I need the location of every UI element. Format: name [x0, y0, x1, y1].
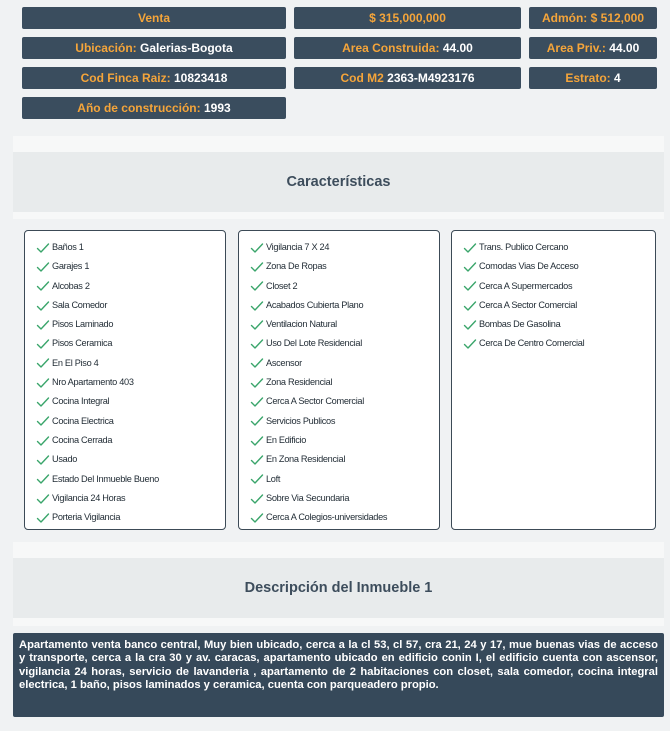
section-divider	[13, 542, 664, 558]
checkmark-icon	[36, 260, 50, 274]
characteristic-item	[250, 508, 439, 527]
stratum-value: 4	[614, 71, 621, 85]
characteristic-label: Nro Apartamento 403	[52, 377, 134, 388]
characteristic-label: Loft	[266, 473, 281, 484]
characteristic-item	[36, 296, 225, 315]
admin-pill	[529, 7, 657, 29]
characteristic-item	[463, 334, 655, 353]
characteristics-column-1	[24, 230, 226, 530]
private-area-pill	[529, 37, 657, 59]
characteristic-label: Cerca A Sector Comercial	[266, 396, 364, 407]
characteristic-label: En Zona Residencial	[266, 454, 346, 465]
checkmark-icon	[463, 299, 477, 313]
characteristic-item	[36, 508, 225, 527]
checkmark-icon	[250, 472, 264, 486]
characteristic-item	[36, 431, 225, 450]
checkmark-icon	[36, 492, 50, 506]
checkmark-icon	[250, 241, 264, 255]
characteristic-label: Servicios Publicos	[266, 415, 336, 426]
characteristic-item	[36, 412, 225, 431]
characteristic-label: Cocina Electrica	[52, 415, 114, 426]
characteristic-label: Acabados Cubierta Plano	[266, 299, 364, 310]
characteristic-label: Alcobas 2	[52, 280, 90, 291]
location-pill	[22, 37, 286, 59]
checkmark-icon	[463, 260, 477, 274]
section-divider	[13, 212, 664, 219]
checkmark-icon	[250, 434, 264, 448]
checkmark-icon	[36, 279, 50, 293]
year-pill	[22, 97, 286, 119]
checkmark-icon	[250, 299, 264, 313]
characteristic-label: Zona De Ropas	[266, 261, 327, 272]
characteristic-label: Ascensor	[266, 357, 302, 368]
characteristic-label: Garajes 1	[52, 261, 90, 272]
characteristic-label: Baños 1	[52, 242, 84, 252]
built-area-pill	[294, 37, 521, 59]
characteristic-item	[463, 277, 655, 296]
checkmark-icon	[250, 337, 264, 351]
characteristic-item	[250, 354, 439, 373]
checkmark-icon	[463, 318, 477, 332]
characteristic-item	[250, 470, 439, 489]
description-text: Apartamento venta banco central, Muy bien ubicado, cerca a la cl 53, cl 57, cra 21, 24 y 17, mue buenas vias de acceso y transporte, cerca a la cra 30 y av. caracas, apartamento ubicado en edificio conin I, el edificio cuenta con ascensor, vigilancia 24 horas, servicio de lavanderia , apartamento de 2 habitaciones con closet, sala comedor, cocina integral electrica, 1 baño, pisos laminados y ceramica, cuenta con parqueadero propio.	[13, 633, 664, 717]
characteristic-item	[250, 431, 439, 450]
characteristic-item	[250, 392, 439, 411]
characteristic-item	[250, 238, 439, 257]
characteristic-label: Trans. Publico Cercano	[479, 242, 569, 252]
characteristic-label: Estado Del Inmueble Bueno	[52, 473, 159, 484]
characteristic-label: Closet 2	[266, 280, 298, 291]
checkmark-icon	[250, 260, 264, 274]
checkmark-icon	[250, 279, 264, 293]
checkmark-icon	[36, 356, 50, 370]
characteristic-item	[250, 277, 439, 296]
description-header	[13, 558, 664, 618]
characteristic-item	[36, 450, 225, 469]
characteristic-label: Uso Del Lote Residencial	[266, 338, 362, 349]
code-m2-label: Cod M2	[340, 71, 384, 85]
characteristic-label: Cerca A Supermercados	[479, 280, 573, 291]
checkmark-icon	[36, 299, 50, 313]
characteristic-item	[36, 277, 225, 296]
characteristic-item	[36, 392, 225, 411]
characteristics-column-2	[238, 230, 440, 530]
price-value: $ 315,000,000	[369, 11, 446, 25]
checkmark-icon	[250, 414, 264, 428]
characteristic-item	[250, 334, 439, 353]
characteristic-label: Vigilancia 7 X 24	[266, 242, 330, 252]
characteristics-column-3	[451, 230, 656, 530]
checkmark-icon	[250, 453, 264, 467]
built-area-value: 44.00	[442, 41, 473, 55]
checkmark-icon	[36, 414, 50, 428]
checkmark-icon	[250, 395, 264, 409]
code-pill	[22, 67, 286, 89]
characteristic-label: Vigilancia 24 Horas	[52, 492, 126, 503]
characteristic-item	[250, 373, 439, 392]
characteristic-item	[36, 373, 225, 392]
characteristic-item	[463, 315, 655, 334]
characteristic-label: Zona Residencial	[266, 377, 333, 388]
characteristic-item	[36, 238, 225, 257]
checkmark-icon	[250, 356, 264, 370]
year-value: 1993	[203, 101, 231, 115]
operation-pill	[22, 7, 286, 29]
checkmark-icon	[36, 318, 50, 332]
checkmark-icon	[36, 395, 50, 409]
stratum-pill	[529, 67, 657, 89]
characteristic-item	[463, 296, 655, 315]
stratum-label: Estrato:	[565, 71, 611, 85]
description-title: Descripción del Inmueble 1	[244, 580, 433, 596]
checkmark-icon	[36, 241, 50, 255]
characteristic-item	[250, 450, 439, 469]
checkmark-icon	[36, 453, 50, 467]
characteristic-item	[36, 470, 225, 489]
characteristics-header	[13, 152, 664, 212]
checkmark-icon	[250, 511, 264, 525]
checkmark-icon	[36, 337, 50, 351]
characteristic-label: Porteria Vigilancia	[52, 512, 121, 523]
checkmark-icon	[36, 472, 50, 486]
characteristic-label: Sala Comedor	[52, 299, 108, 310]
checkmark-icon	[463, 279, 477, 293]
location-value: Galerias-Bogota	[139, 41, 233, 55]
characteristic-item	[36, 334, 225, 353]
characteristic-item	[463, 238, 655, 257]
private-area-value: 44.00	[609, 41, 640, 55]
checkmark-icon	[36, 434, 50, 448]
private-area-label: Area Priv.:	[546, 41, 606, 55]
characteristic-item	[250, 412, 439, 431]
characteristic-label: Cocina Cerrada	[52, 434, 113, 445]
code-m2-pill	[294, 67, 521, 89]
code-m2-value: 2363-M4923176	[387, 71, 475, 85]
characteristic-label: En El Piso 4	[52, 357, 99, 368]
checkmark-icon	[250, 376, 264, 390]
characteristic-item	[250, 489, 439, 508]
characteristic-label: Sobre Via Secundaria	[266, 492, 350, 503]
operation-label: Venta	[137, 11, 170, 25]
characteristic-item	[36, 315, 225, 334]
admin-label: Admón:	[541, 11, 588, 25]
built-area-label: Area Construida:	[342, 41, 440, 55]
section-divider	[13, 136, 664, 152]
section-divider	[13, 618, 664, 626]
admin-value: $ 512,000	[590, 11, 645, 25]
characteristics-title: Características	[286, 174, 391, 190]
characteristic-item	[463, 257, 655, 276]
characteristic-label: Cocina Integral	[52, 396, 110, 407]
characteristic-label: Comodas Vias De Acceso	[479, 261, 579, 272]
characteristic-label: Cerca A Colegios-universidades	[266, 512, 388, 523]
checkmark-icon	[463, 241, 477, 255]
location-label: Ubicación:	[75, 41, 137, 55]
price-pill	[294, 7, 521, 29]
characteristic-item	[250, 296, 439, 315]
characteristic-item	[36, 489, 225, 508]
characteristic-label: Usado	[52, 454, 78, 465]
characteristic-item	[36, 354, 225, 373]
characteristic-label: En Edificio	[266, 434, 307, 445]
code-label: Cod Finca Raiz:	[80, 71, 171, 85]
characteristic-label: Pisos Ceramica	[52, 338, 113, 349]
characteristic-label: Pisos Laminado	[52, 319, 114, 330]
checkmark-icon	[250, 318, 264, 332]
characteristic-label: Cerca A Sector Comercial	[479, 299, 577, 310]
checkmark-icon	[36, 376, 50, 390]
checkmark-icon	[463, 337, 477, 351]
checkmark-icon	[36, 511, 50, 525]
characteristic-label: Cerca De Centro Comercial	[479, 338, 585, 349]
characteristic-item	[36, 257, 225, 276]
code-value: 10823418	[173, 71, 228, 85]
characteristic-label: Bombas De Gasolina	[479, 319, 561, 330]
characteristic-item	[250, 257, 439, 276]
characteristic-label: Ventilacion Natural	[266, 319, 337, 330]
year-label: Año de construcción:	[77, 101, 201, 115]
characteristic-item	[250, 315, 439, 334]
checkmark-icon	[250, 492, 264, 506]
